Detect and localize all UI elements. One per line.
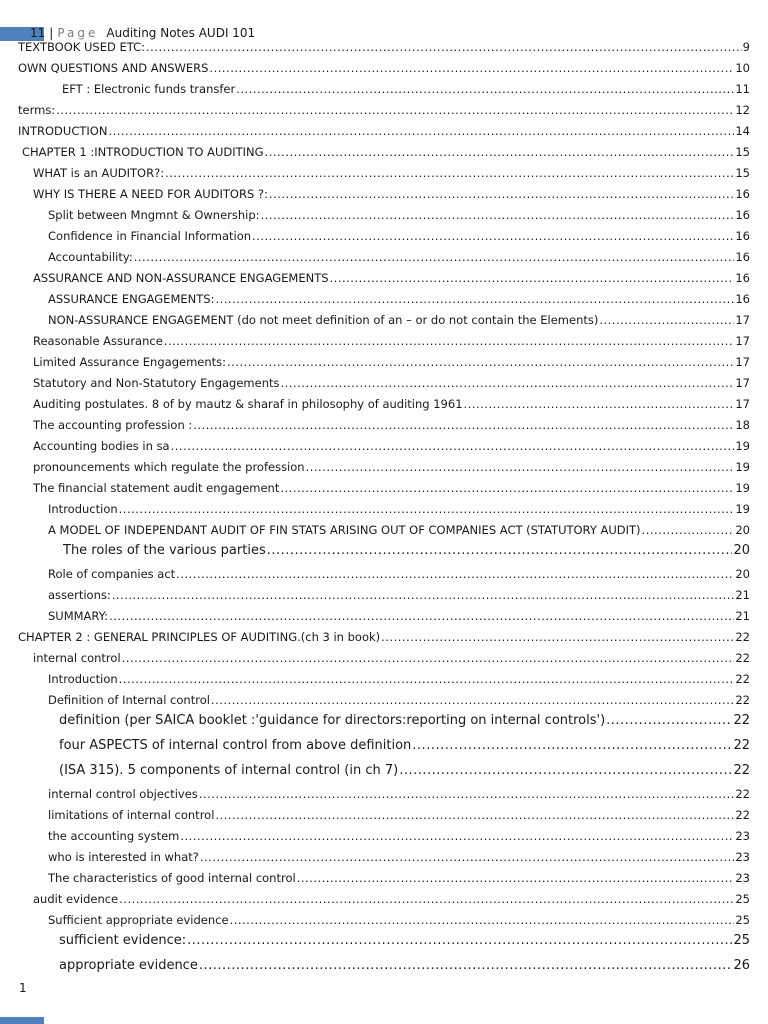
toc-entry-page: 19 — [735, 439, 750, 453]
toc-dot-leader — [164, 333, 735, 349]
toc-entry-title: (ISA 315). 5 components of internal control (in ch 7) — [59, 763, 399, 778]
toc-entry-title: the accounting system — [48, 829, 180, 843]
toc-dot-leader — [109, 608, 734, 624]
toc-entry-page: 9 — [742, 40, 750, 54]
toc-entry-page: 22 — [735, 693, 750, 707]
toc-dot-leader — [119, 891, 734, 907]
toc-entry[interactable] — [62, 79, 750, 97]
toc-entry-page: 22 — [733, 713, 750, 728]
toc-entry-title: Reasonable Assurance — [33, 334, 163, 348]
toc-entry-page: 19 — [735, 460, 750, 474]
toc-entry-page: 17 — [735, 355, 750, 369]
toc-entry-page: 21 — [735, 588, 750, 602]
toc-dot-leader — [209, 60, 734, 76]
toc-entry-page: 19 — [735, 502, 750, 516]
toc-dot-leader — [215, 807, 734, 823]
toc-entry-title: Accounting bodies in sa — [33, 439, 170, 453]
toc-dot-leader — [199, 786, 735, 802]
toc-entry-page: 15 — [735, 166, 750, 180]
toc-entry-title: The accounting profession : — [33, 418, 193, 432]
toc-entry-page: 22 — [735, 651, 750, 665]
toc-entry[interactable] — [48, 585, 750, 603]
toc-entry-page: 25 — [735, 892, 750, 906]
toc-entry-title: appropriate evidence — [59, 958, 198, 973]
toc-entry[interactable] — [33, 457, 750, 475]
toc-entry-title: INTRODUCTION — [18, 124, 108, 138]
toc-entry-page: 22 — [733, 763, 750, 778]
toc-entry-title: Split between Mngmnt & Ownership: — [48, 208, 260, 222]
toc-entry-title: Auditing postulates. 8 of by mautz & sharaf in philosophy of auditing 1961 — [33, 397, 463, 411]
toc-entry-page: 26 — [733, 958, 750, 973]
toc-entry[interactable] — [48, 564, 750, 582]
toc-dot-leader — [134, 249, 735, 265]
toc-entry-page: 16 — [735, 229, 750, 243]
toc-entry-page: 22 — [735, 787, 750, 801]
toc-entry-title: limitations of internal control — [48, 808, 215, 822]
toc-entry-title: Confidence in Financial Information — [48, 229, 252, 243]
toc-dot-leader — [193, 417, 734, 433]
toc-dot-leader — [180, 828, 734, 844]
toc-entry[interactable] — [33, 331, 750, 349]
toc-entry[interactable] — [48, 784, 750, 802]
toc-entry[interactable] — [33, 478, 750, 496]
toc-entry[interactable] — [48, 805, 750, 823]
toc-entry-page: 20 — [733, 543, 750, 558]
toc-dot-leader — [187, 932, 732, 950]
toc-entry-title: The financial statement audit engagement — [33, 481, 280, 495]
toc-dot-leader — [281, 375, 735, 391]
toc-entry-title: OWN QUESTIONS AND ANSWERS — [18, 61, 209, 75]
toc-entry[interactable] — [18, 58, 750, 76]
toc-entry-page: 23 — [735, 829, 750, 843]
toc-dot-leader — [330, 270, 735, 286]
toc-entry-title: The roles of the various parties — [63, 543, 266, 558]
toc-dot-leader — [108, 123, 734, 139]
toc-entry[interactable] — [48, 669, 750, 687]
toc-entry-page: 17 — [735, 313, 750, 327]
toc-entry-page: 14 — [735, 124, 750, 138]
toc-entry-page: 17 — [735, 334, 750, 348]
toc-dot-leader — [297, 870, 735, 886]
toc-dot-leader — [236, 81, 734, 97]
toc-entry-title: WHAT is an AUDITOR?: — [33, 166, 165, 180]
toc-entry-title: pronouncements which regulate the profession — [33, 460, 305, 474]
toc-entry[interactable] — [48, 289, 750, 307]
toc-entry-page: 22 — [735, 672, 750, 686]
toc-entry-title: internal control — [33, 651, 121, 665]
toc-dot-leader — [252, 228, 734, 244]
toc-entry-title: Role of companies act — [48, 567, 176, 581]
next-page-header-accent — [0, 1017, 44, 1024]
toc-entry[interactable] — [18, 627, 750, 645]
toc-entry-title: Accountability: — [48, 250, 133, 264]
toc-entry-page: 16 — [735, 250, 750, 264]
toc-entry-title: internal control objectives — [48, 787, 198, 801]
toc-entry[interactable] — [33, 184, 750, 202]
toc-entry-title: Introduction — [48, 672, 118, 686]
toc-entry-page: 17 — [735, 376, 750, 390]
toc-entry[interactable] — [48, 520, 750, 538]
toc-dot-leader — [599, 312, 734, 328]
toc-entry[interactable] — [33, 268, 750, 286]
toc-entry-title: CHAPTER 1 :INTRODUCTION TO AUDITING — [22, 145, 264, 159]
toc-entry-title: NON-ASSURANCE ENGAGEMENT (do not meet definition of an – or do not contain the Elements) — [48, 313, 599, 327]
header-document-title: Auditing Notes AUDI 101 — [106, 26, 256, 40]
toc-entry-page: 20 — [735, 567, 750, 581]
toc-dot-leader — [215, 291, 734, 307]
toc-entry-page: 21 — [735, 609, 750, 623]
toc-entry-title: who is interested in what? — [48, 850, 199, 864]
toc-entry-title: Limited Assurance Engagements: — [33, 355, 227, 369]
toc-dot-leader — [200, 849, 734, 865]
toc-entry-title: TEXTBOOK USED ETC: — [18, 40, 145, 54]
toc-entry[interactable] — [33, 373, 750, 391]
toc-entry-title: EFT : Electronic funds transfer — [62, 82, 236, 96]
toc-entry-page: 16 — [735, 292, 750, 306]
toc-entry-page: 16 — [735, 208, 750, 222]
toc-entry[interactable] — [59, 735, 750, 755]
toc-entry-page: 11 — [735, 82, 750, 96]
toc-entry[interactable] — [59, 930, 750, 950]
toc-dot-leader — [261, 207, 735, 223]
toc-entry[interactable] — [59, 760, 750, 780]
toc-entry-title: CHAPTER 2 : GENERAL PRINCIPLES OF AUDITING.(ch 3 in book) — [18, 630, 381, 644]
toc-entry-page: 22 — [733, 738, 750, 753]
toc-dot-leader — [119, 671, 735, 687]
toc-entry-page: 16 — [735, 271, 750, 285]
toc-entry-title: terms: — [18, 103, 56, 117]
toc-dot-leader — [119, 501, 735, 517]
toc-dot-leader — [269, 186, 734, 202]
toc-entry-page: 12 — [735, 103, 750, 117]
toc-dot-leader — [230, 912, 735, 928]
toc-entry[interactable] — [48, 205, 750, 223]
toc-dot-leader — [267, 542, 733, 560]
toc-entry[interactable] — [48, 310, 750, 328]
toc-entry[interactable] — [18, 37, 750, 55]
toc-entry[interactable] — [59, 955, 750, 975]
toc-entry-title: WHY IS THERE A NEED FOR AUDITORS ?: — [33, 187, 268, 201]
toc-entry-page: 22 — [735, 630, 750, 644]
toc-dot-leader — [112, 587, 735, 603]
toc-entry-page: 16 — [735, 187, 750, 201]
toc-entry-page: 23 — [735, 871, 750, 885]
toc-entry[interactable] — [48, 499, 750, 517]
toc-dot-leader — [280, 480, 734, 496]
toc-entry-title: audit evidence — [33, 892, 119, 906]
toc-entry-title: A MODEL OF INDEPENDANT AUDIT OF FIN STATS ARISING OUT OF COMPANIES ACT (STATUTORY AUDIT) — [48, 523, 641, 537]
toc-entry[interactable] — [33, 889, 750, 907]
header-page-word: Page — [57, 26, 99, 40]
toc-entry[interactable] — [63, 540, 750, 560]
toc-entry[interactable] — [48, 226, 750, 244]
toc-entry[interactable] — [59, 710, 750, 730]
toc-entry[interactable] — [48, 826, 750, 844]
footer-page-number: 1 — [19, 981, 27, 995]
toc-entry-title: sufficient evidence: — [59, 933, 187, 948]
toc-entry[interactable] — [33, 648, 750, 666]
toc-entry[interactable] — [33, 394, 750, 412]
toc-entry[interactable] — [22, 142, 750, 160]
toc-entry-page: 17 — [735, 397, 750, 411]
toc-entry[interactable] — [33, 163, 750, 181]
toc-entry-page: 23 — [735, 850, 750, 864]
toc-entry-page: 19 — [735, 481, 750, 495]
toc-entry-title: ASSURANCE ENGAGEMENTS: — [48, 292, 215, 306]
toc-entry-title: The characteristics of good internal control — [48, 871, 296, 885]
toc-dot-leader — [176, 566, 734, 582]
toc-entry-page: 10 — [735, 61, 750, 75]
toc-entry-page: 22 — [735, 808, 750, 822]
toc-entry[interactable] — [33, 415, 750, 433]
toc-dot-leader — [399, 762, 732, 780]
toc-dot-leader — [412, 737, 732, 755]
toc-entry-title: Statutory and Non-Statutory Engagements — [33, 376, 280, 390]
toc-entry[interactable] — [48, 847, 750, 865]
header-separator: | — [49, 26, 54, 40]
toc-dot-leader — [56, 102, 734, 118]
toc-dot-leader — [146, 39, 742, 55]
toc-entry-page: 20 — [735, 523, 750, 537]
toc-dot-leader — [306, 459, 735, 475]
toc-dot-leader — [464, 396, 735, 412]
toc-dot-leader — [606, 712, 732, 730]
toc-entry-page: 15 — [735, 145, 750, 159]
toc-dot-leader — [642, 522, 735, 538]
toc-entry-title: Introduction — [48, 502, 118, 516]
toc-entry[interactable] — [48, 247, 750, 265]
toc-entry[interactable] — [48, 868, 750, 886]
toc-dot-leader — [165, 165, 734, 181]
toc-dot-leader — [227, 354, 734, 370]
toc-dot-leader — [265, 144, 735, 160]
toc-entry-title: Sufficient appropriate evidence — [48, 913, 229, 927]
toc-entry-page: 25 — [735, 913, 750, 927]
toc-entry-title: Definition of Internal control — [48, 693, 210, 707]
toc-dot-leader — [211, 692, 734, 708]
toc-entry[interactable] — [18, 100, 750, 118]
toc-dot-leader — [381, 629, 734, 645]
toc-entry-page: 25 — [733, 933, 750, 948]
toc-entry[interactable] — [48, 910, 750, 928]
toc-entry[interactable] — [33, 352, 750, 370]
toc-entry-title: assertions: — [48, 588, 111, 602]
toc-dot-leader — [199, 957, 733, 975]
toc-entry[interactable] — [18, 121, 750, 139]
toc-entry-title: definition (per SAICA booklet :'guidance for directors:reporting on internal controls') — [59, 713, 606, 728]
toc-entry[interactable] — [33, 436, 750, 454]
toc-entry[interactable] — [48, 606, 750, 624]
toc-dot-leader — [171, 438, 735, 454]
toc-entry-title: four ASPECTS of internal control from above definition — [59, 738, 412, 753]
toc-entry-page: 18 — [735, 418, 750, 432]
toc-entry-title: ASSURANCE AND NON-ASSURANCE ENGAGEMENTS — [33, 271, 329, 285]
toc-entry[interactable] — [48, 690, 750, 708]
header-page-number: 11 — [30, 26, 46, 40]
toc-dot-leader — [122, 650, 735, 666]
toc-entry-title: SUMMARY: — [48, 609, 109, 623]
